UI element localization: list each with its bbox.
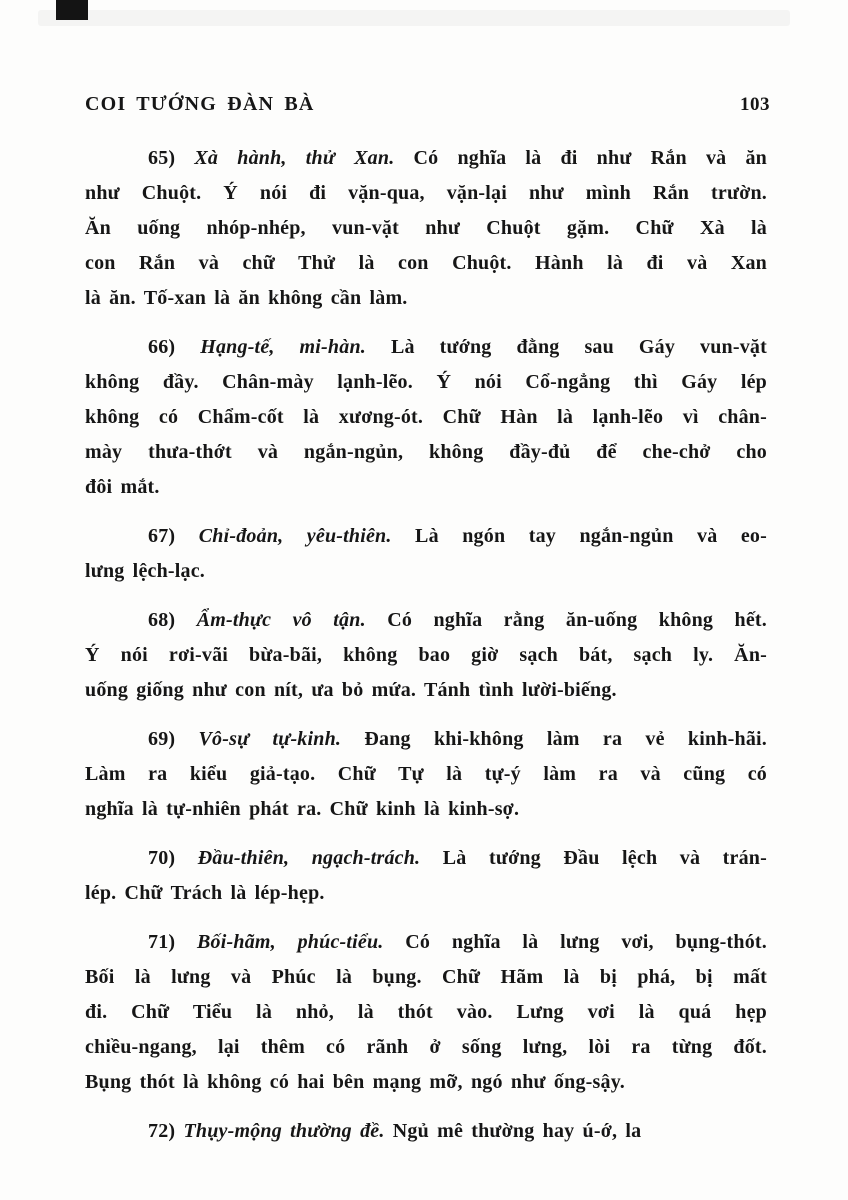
scan-artifact-band <box>38 10 790 26</box>
item-text: Có nghĩa là đi như Rắn và ăn <box>413 147 767 169</box>
paragraph <box>85 841 767 911</box>
text-line <box>85 722 767 757</box>
text-line <box>85 1114 767 1149</box>
text-line <box>85 141 767 176</box>
text-line: như Chuột. Ý nói đi vặn-qua, vặn-lại như mình Rắn trườn. <box>85 182 767 204</box>
text-line: đi. Chữ Tiểu là nhỏ, là thót vào. Lưng vơi là quá hẹp <box>85 1001 767 1023</box>
item-term: Vô-sự tự-kinh. <box>198 728 365 750</box>
item-term: Chỉ-đoản, yêu-thiên. <box>198 525 416 547</box>
item-term: Thụy-mộng thường đề. <box>183 1120 393 1142</box>
text-line: không đầy. Chân-mày lạnh-lẽo. Ý nói Cổ-ngẳng thì Gáy lép <box>85 371 767 393</box>
text-line: đôi mắt. <box>85 476 160 498</box>
item-term: Hạng-tế, mi-hàn. <box>200 336 391 358</box>
text-line: lép. Chữ Trách là lép-hẹp. <box>85 882 325 904</box>
running-title: COI TƯỚNG ĐÀN BÀ <box>85 93 315 115</box>
text-line: Bối là lưng và Phúc là bụng. Chữ Hãm là bị phá, bị mất <box>85 966 767 988</box>
text-line <box>85 519 767 554</box>
page-number: 103 <box>740 94 770 115</box>
text-line: không có Chẩm-cốt là xương-ót. Chữ Hàn là lạnh-lẽo vì chân- <box>85 406 767 428</box>
item-number: 70) <box>148 847 198 869</box>
text-line: con Rắn và chữ Thử là con Chuột. Hành là đi và Xan <box>85 252 767 274</box>
item-text: Đang khi-không làm ra vẻ kinh-hãi. <box>364 728 767 750</box>
item-term: Bối-hãm, phúc-tiểu. <box>197 931 406 953</box>
item-number: 69) <box>148 728 199 750</box>
text-line: nghĩa là tự-nhiên phát ra. Chữ kinh là kinh-sợ. <box>85 798 520 820</box>
text-line <box>85 603 767 638</box>
page-header <box>85 93 770 116</box>
item-text: Có nghĩa rằng ăn-uống không hết. <box>387 609 767 631</box>
item-term: Ẩm-thực vô tận. <box>196 609 388 631</box>
paragraph <box>85 141 767 316</box>
text-line: Ăn uống nhóp-nhép, vun-vặt như Chuột gặm. Chữ Xà là <box>85 217 767 239</box>
text-line: Bụng thót là không có hai bên mạng mỡ, ngó như ống-sậy. <box>85 1071 625 1093</box>
text-line: chiều-ngang, lại thêm có rãnh ở sống lưng, lòi ra từng đốt. <box>85 1036 767 1058</box>
item-number: 67) <box>148 525 199 547</box>
item-number: 65) <box>148 147 195 169</box>
text-line: uống giống như con nít, ưa bỏ mứa. Tánh tình lười-biếng. <box>85 679 617 701</box>
text-line: Ý nói rơi-vãi bừa-bãi, không bao giờ sạch bát, sạch ly. Ăn- <box>85 644 767 666</box>
text-line <box>85 841 767 876</box>
paragraph <box>85 603 767 708</box>
item-number: 68) <box>148 609 197 631</box>
paragraph <box>85 925 767 1100</box>
item-text: Có nghĩa là lưng vơi, bụng-thót. <box>405 931 767 953</box>
item-term: Đầu-thiên, ngạch-trách. <box>197 847 443 869</box>
scan-artifact-mark <box>56 0 88 20</box>
item-text: Ngủ mê thường hay ú-ớ, la <box>392 1120 642 1142</box>
text-line: là ăn. Tố-xan là ăn không cần làm. <box>85 287 408 309</box>
item-text: Là tướng đằng sau Gáy vun-vặt <box>390 336 767 358</box>
item-number: 72) <box>148 1120 184 1142</box>
text-line <box>85 330 767 365</box>
item-text: Là ngón tay ngắn-ngủn và eo- <box>415 525 767 547</box>
text-line: Làm ra kiểu giả-tạo. Chữ Tự là tự-ý làm ra và cũng có <box>85 763 767 785</box>
paragraph <box>85 330 767 505</box>
item-term: Xà hành, thử Xan. <box>194 147 414 169</box>
item-text: Là tướng Đầu lệch và trán- <box>442 847 767 869</box>
paragraph <box>85 519 767 589</box>
paragraph <box>85 1114 767 1149</box>
item-number: 71) <box>148 931 198 953</box>
paragraph <box>85 722 767 827</box>
text-line: lưng lệch-lạc. <box>85 560 206 582</box>
item-number: 66) <box>148 336 201 358</box>
text-line <box>85 925 767 960</box>
body-text <box>85 141 767 1149</box>
text-line: mày thưa-thớt và ngắn-ngủn, không đầy-đủ để che-chở cho <box>85 441 767 463</box>
